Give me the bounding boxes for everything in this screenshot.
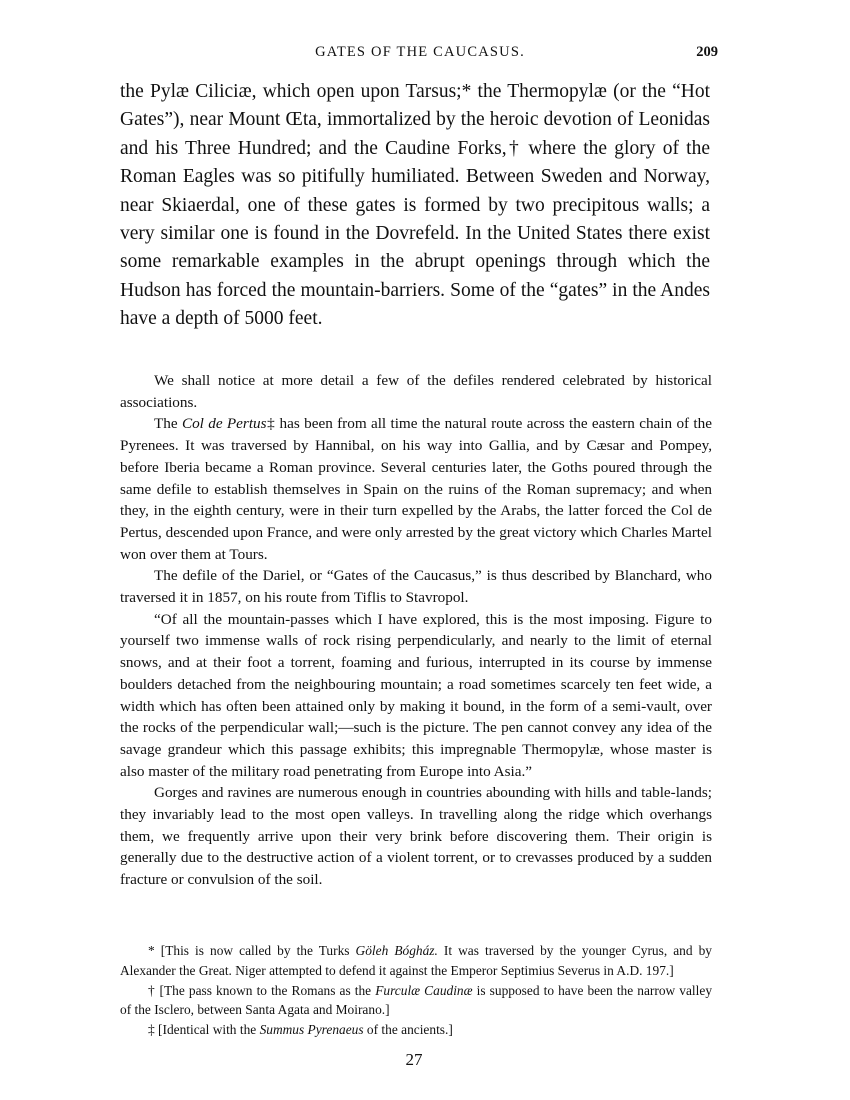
- paragraph-blanchard-quote: “Of all the mountain-passes which I have explored, this is the most imposing. Figure to yourself two immense walls of rock rising perpendicularly, and nearly to the limit of eternal snows, and at their foot a torrent, foaming and furious, interrupted in its course by immense boulders detached from the neighbouring mountain; a road sometimes scarcely ten feet wide, a width which has often been attained only by making it bound, in the form of a semi-vault, over the rocks of the perpendicular wall;—such is the picture. The pen cannot convey any idea of the savage grandeur which this passage exhibits; this impregnable Thermopylæ, whose master is also master of the military road penetrating from Europe into Asia.”: [120, 610, 712, 780]
- page-header: [120, 44, 720, 68]
- paragraph-gorges-ravines: Gorges and ravines are numerous enough in countries abounding with hills and table-lands; they invariably lead to the most open valleys. In travelling along the ridge which overhangs them, we frequently arrive upon their very brink before discovering them. Their origin is generally due to the destructive action of a violent torrent, or to crevasses produced by a sudden fracture or convulsion of the soil.: [120, 784, 712, 889]
- italic-term: Summus Pyrenaeus: [259, 1022, 364, 1038]
- footnote-double-dagger: [120, 1020, 712, 1040]
- running-title: GATES OF THE CAUCASUS.: [315, 44, 525, 60]
- footnote-text: ‡ [Identical with the: [148, 1022, 260, 1038]
- footnote-text: * [This is now called by the Turks: [148, 943, 356, 958]
- footnote-asterisk: [120, 941, 712, 981]
- footnote-text: It was traversed by the younger Cyrus, and by Alexander the Great. Niger attempted to defend it against the Emperor Septimius Severus in A.D. 197.]: [120, 943, 712, 978]
- footnote-text: is supposed to have been the narrow valley of the Isclero, between Santa Agata and Moirano.]: [120, 982, 713, 1018]
- italic-term: Göleh Bógház.: [355, 943, 438, 958]
- paragraph-col-de-pertus: [120, 413, 712, 565]
- paragraph-dariel-intro: The defile of the Dariel, or “Gates of the Caucasus,” is thus described by Blanchard, who traversed it in 1857, on his route from Tiflis to Stavropol.: [120, 567, 712, 607]
- footnote-text: † [The pass known to the Romans as the: [148, 982, 376, 998]
- body-text-block: [120, 370, 712, 891]
- footnote-text: of the ancients.]: [363, 1022, 453, 1038]
- footnotes-block: [120, 941, 712, 1040]
- lead-paragraph: the Pylæ Ciliciæ, which open upon Tarsus;* the Thermopylæ (or the “Hot Gates”), near Mount Œta, immortalized by the heroic devotion of Leonidas and his Three Hundred; and the Caudine Forks,† where the glory of the Roman Eagles was so pitifully humiliated. Between Sweden and Norway, near Skiaerdal, one of these gates is formed by two precipitous walls; a very similar one is found in the Dovrefeld. In the United States there exist some remarkable examples in the abrupt openings through which the Hudson has forced the mountain-barriers. Some of the “gates” in the Andes have a depth of 5000 feet.: [120, 81, 710, 330]
- paragraph-historical-defiles: We shall notice at more detail a few of the defiles rendered celebrated by historical associations.: [120, 372, 712, 411]
- signature-mark: 27: [405, 1050, 423, 1069]
- italic-term: Col de Pertus: [181, 415, 267, 433]
- paragraph-text: ‡ has been from all time the natural route across the eastern chain of the Pyrenees. It was traversed by Hannibal, on his way into Gallia, and by Cæsar and Pompey, before Iberia became a Roman province. Several centuries later, the Goths poured through the same defile to establish themselves in Spain on the ruins of the Roman supremacy; and when they, in the eighth century, were in their turn expelled by the Arabs, the latter forced the Col de Pertus, descended upon France, and were only arrested by the great victory which Charles Martel won over them at Tours.: [120, 415, 712, 563]
- page-number: 209: [696, 44, 718, 60]
- lead-text-block: [120, 78, 710, 334]
- paragraph-text: The: [154, 415, 182, 433]
- footnote-dagger: [120, 981, 712, 1021]
- italic-term: Furculæ Caudinæ: [375, 982, 473, 998]
